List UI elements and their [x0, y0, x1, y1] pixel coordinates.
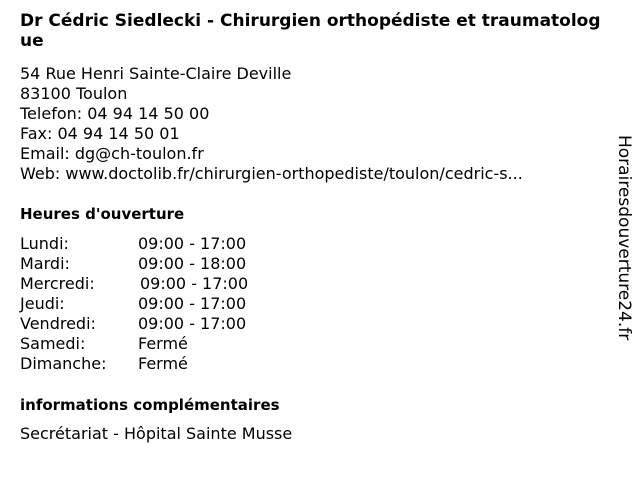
page-title: Dr Cédric Siedlecki - Chirurgien orthopédiste et traumatologue — [20, 11, 601, 51]
phone-number: Telefon: 04 94 14 50 00 — [20, 104, 210, 123]
time-value: 09:00 - 17:00 — [138, 294, 247, 313]
time-value: 09:00 - 17:00 — [138, 234, 247, 253]
info-text: Secrétariat - Hôpital Sainte Musse — [20, 424, 293, 443]
day-label: Lundi: — [20, 234, 69, 253]
day-label: Samedi: — [20, 334, 86, 353]
time-value: 09:00 - 18:00 — [138, 254, 247, 273]
day-label: Vendredi: — [20, 314, 96, 333]
email-address: Email: dg@ch-toulon.fr — [20, 144, 204, 163]
day-label: Dimanche: — [20, 354, 107, 373]
time-value: 09:00 - 17:00 — [140, 274, 249, 293]
day-label: Mardi: — [20, 254, 70, 273]
time-value: Fermé — [138, 354, 188, 373]
hours-heading: Heures d'ouverture — [20, 205, 185, 223]
website-link[interactable]: Web: www.doctolib.fr/chirurgien-orthopediste/toulon/cedric-s... — [20, 164, 523, 183]
time-value: Fermé — [138, 334, 188, 353]
contact-block — [20, 64, 523, 184]
fax-number: Fax: 04 94 14 50 01 — [20, 124, 180, 143]
address-street: 54 Rue Henri Sainte-Claire Deville — [20, 64, 292, 83]
day-label: Mercredi: — [20, 274, 95, 293]
address-city: 83100 Toulon — [20, 84, 128, 103]
time-value: 09:00 - 17:00 — [138, 314, 247, 333]
site-watermark: Horairesdouverture24.fr — [614, 135, 634, 341]
day-label: Jeudi: — [20, 294, 65, 313]
info-heading: informations complémentaires — [20, 396, 280, 414]
